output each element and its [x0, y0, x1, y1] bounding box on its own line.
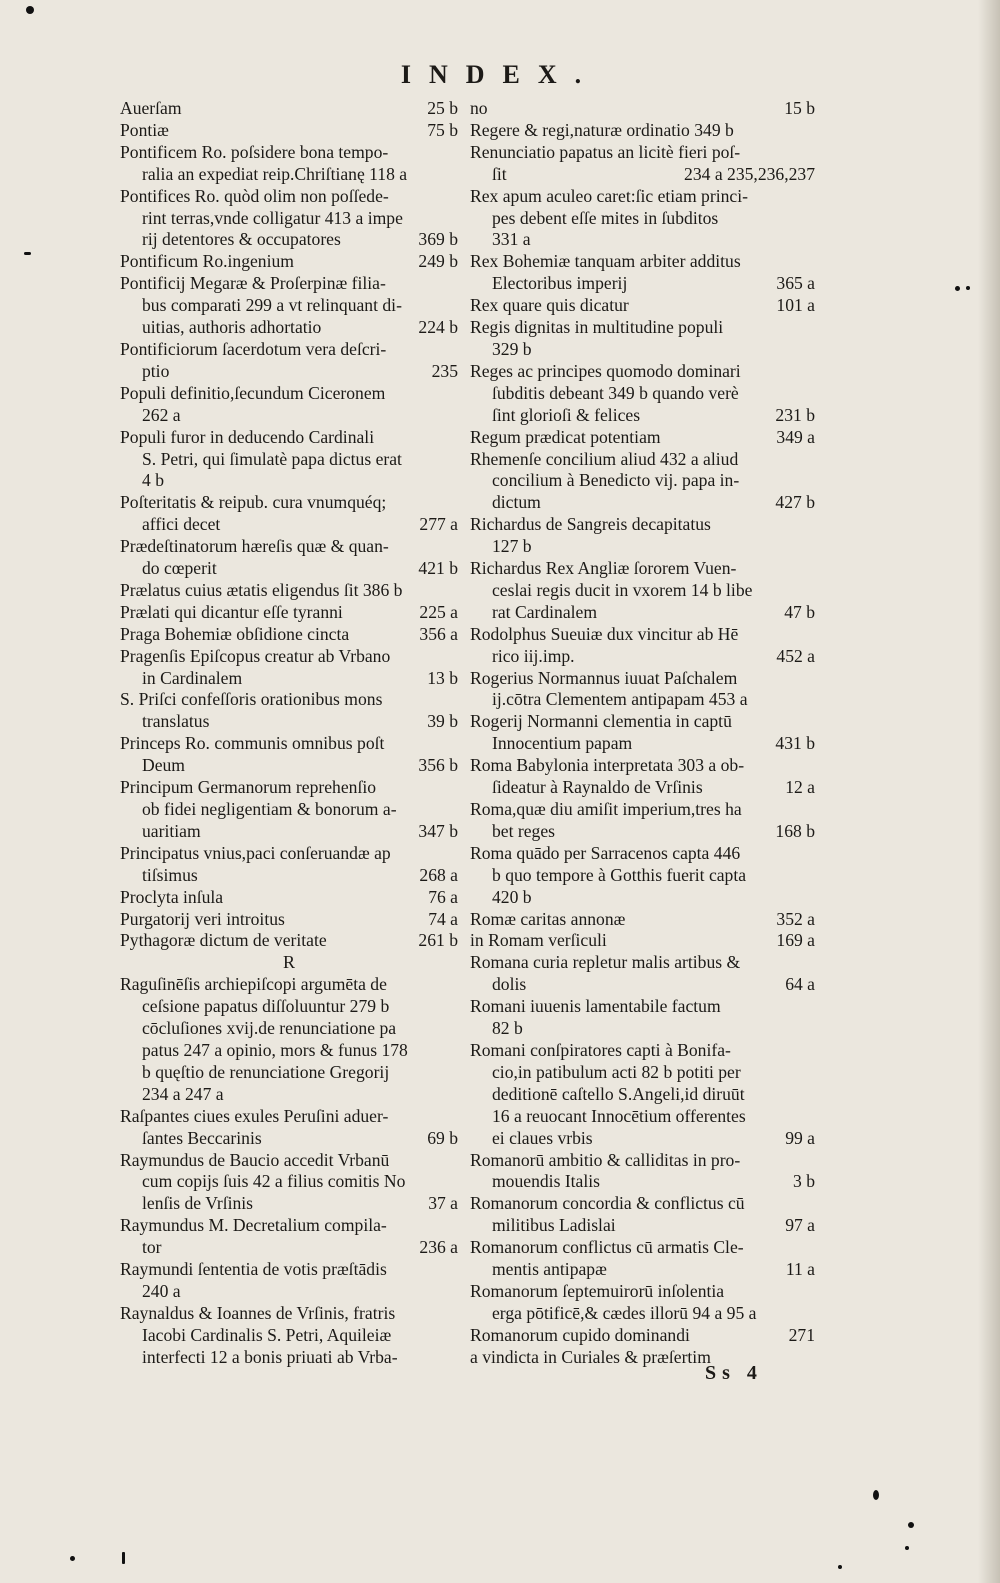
page-reference: 47 b	[784, 601, 815, 622]
entry-text: Pontificum Ro.ingenium	[120, 251, 294, 272]
ink-speck	[122, 1552, 125, 1564]
index-entry	[120, 536, 458, 580]
entry-continuation: uitias, authoris adhortatio	[142, 317, 322, 338]
entry-text: Renunciatio papatus an licitè fieri poſ-	[470, 141, 741, 162]
entry-continuation: cum copijs ſuis 42 a filius comitis No	[142, 1171, 406, 1192]
entry-continuation: Iacobi Cardinalis S. Petri, Aquileiæ	[142, 1324, 392, 1345]
index-entry	[120, 427, 458, 493]
entry-continuation: Electoribus imperij	[492, 273, 628, 294]
index-entry	[470, 755, 815, 799]
entry-text: Raymundi ſententia de votis præſtādis	[120, 1259, 387, 1280]
page-reference: 231 b	[775, 404, 815, 425]
index-entry	[470, 799, 815, 843]
ink-speck	[905, 1546, 909, 1550]
index-entry	[120, 1303, 458, 1369]
entry-line	[120, 711, 458, 733]
entry-line	[120, 887, 458, 909]
entry-text: Reges ac principes quomodo dominari	[470, 360, 741, 381]
entry-continuation: militibus Ladislai	[492, 1215, 616, 1236]
entry-text: Romanorum cupido dominandi	[470, 1324, 690, 1345]
entry-text: Auerſam	[120, 98, 182, 118]
page-reference: 431 b	[775, 733, 815, 754]
entry-line	[470, 405, 815, 427]
entry-line	[120, 909, 458, 931]
index-entry	[120, 251, 458, 273]
entry-continuation: ij.cōtra Clementem antipapam 453 a	[492, 689, 748, 710]
page-edge-shadow	[978, 0, 1000, 1583]
entry-text: Rogerius Normannus iuuat Paſchalem	[470, 667, 738, 688]
entry-text: Prædeſtinatorum hæreſis quæ & quan-	[120, 536, 389, 557]
ink-speck	[838, 1565, 842, 1569]
entry-line	[120, 624, 458, 646]
index-entry	[470, 98, 815, 120]
page-reference: 249 b	[418, 251, 458, 272]
page-reference: 271	[788, 1324, 815, 1345]
signature-mark: Ss 4	[705, 1362, 763, 1384]
entry-continuation: 234 a 247 a	[142, 1083, 224, 1104]
entry-line	[120, 120, 458, 142]
entry-continuation: mentis antipapæ	[492, 1259, 607, 1280]
index-entry	[120, 186, 458, 252]
page-reference: 168 b	[775, 820, 815, 841]
index-entry	[120, 777, 458, 843]
page-reference: 15 b	[784, 98, 815, 118]
entry-text: Romana curia repletur malis artibus &	[470, 952, 741, 973]
entry-continuation: ſideatur à Raynaldo de Vrſinis	[492, 777, 703, 798]
entry-text: Regis dignitas in multitudine populi	[470, 317, 724, 338]
entry-line	[120, 558, 458, 580]
entry-continuation: affici decet	[142, 514, 221, 535]
entry-line	[470, 777, 815, 799]
entry-text: Roma,quæ diu amiſit imperium,tres ha	[470, 799, 742, 819]
entry-text: Rhemenſe concilium aliud 432 a aliud	[470, 448, 739, 469]
entry-line	[470, 98, 815, 120]
index-entry	[120, 492, 458, 536]
index-entry	[470, 120, 815, 142]
index-entry	[470, 996, 815, 1040]
entry-text: Prælati qui dicantur eſſe tyranni	[120, 601, 343, 622]
entry-line	[120, 98, 458, 120]
entry-text: Raymundus M. Decretalium compila-	[120, 1215, 387, 1236]
entry-continuation: bus comparati 299 a vt relinquant di-	[142, 295, 402, 316]
entry-continuation: ſint glorioſi & felices	[492, 404, 641, 425]
entry-continuation: ſantes Beccarinis	[142, 1127, 262, 1148]
entry-continuation: ceslai regis ducit in vxorem 14 b libe	[492, 579, 753, 600]
index-entry	[470, 843, 815, 909]
page-reference: 225 a	[419, 601, 458, 622]
page-reference: 427 b	[775, 492, 815, 513]
page-reference: 69 b	[427, 1127, 458, 1148]
index-entry	[470, 251, 815, 295]
right-index-column	[470, 98, 815, 1369]
entry-line	[470, 974, 815, 996]
entry-text: Romæ caritas annonæ	[470, 908, 626, 929]
entry-line	[120, 668, 458, 690]
entry-text: Rogerij Normanni clementia in captū	[470, 711, 732, 732]
index-entry	[470, 1347, 815, 1369]
entry-continuation: dolis	[492, 974, 527, 995]
entry-line	[120, 1237, 458, 1259]
page-reference: 356 a	[419, 623, 458, 644]
entry-text: Princeps Ro. communis omnibus poſt	[120, 733, 385, 754]
index-entry	[470, 1281, 815, 1325]
page-reference: 277 a	[419, 514, 458, 535]
entry-text: no	[470, 98, 488, 118]
entry-continuation: Innocentium papam	[492, 733, 633, 754]
index-entry	[470, 361, 815, 427]
entry-text: Pythagoræ dictum de veritate	[120, 930, 327, 951]
entry-text: Romanorū ambitio & calliditas in pro-	[470, 1149, 741, 1170]
index-entry	[120, 624, 458, 646]
entry-text: Romanorum conflictus cū armatis Cle-	[470, 1237, 744, 1258]
entry-text: Pontifices Ro. quòd olim non poſſede-	[120, 185, 389, 206]
entry-text: Principum Germanorum reprehenſio	[120, 777, 377, 798]
entry-text: Raymundus de Baucio accedit Vrbanū	[120, 1149, 390, 1170]
entry-continuation: lenſis de Vrſinis	[142, 1193, 254, 1214]
entry-line	[470, 492, 815, 514]
entry-continuation: rint terras,vnde colligatur 413 a impe	[142, 207, 403, 228]
page-reference: 369 b	[418, 229, 458, 250]
page-reference: 75 b	[427, 119, 458, 140]
entry-text: Poſteritatis & reipub. cura vnumquéq;	[120, 492, 387, 513]
section-letter: R	[282, 952, 295, 973]
page-reference: 3 b	[793, 1171, 815, 1192]
entry-line	[470, 427, 815, 449]
index-entry	[120, 646, 458, 690]
entry-text: Regum prædicat potentiam	[470, 426, 661, 447]
entry-line	[120, 755, 458, 777]
page-reference: 261 b	[418, 930, 458, 951]
entry-continuation: interfecti 12 a bonis priuati ab Vrba-	[142, 1346, 398, 1367]
entry-line	[120, 229, 458, 251]
entry-continuation: 331 a	[492, 229, 531, 250]
index-entry	[120, 142, 458, 186]
entry-continuation: Deum	[142, 755, 185, 776]
index-entry	[120, 909, 458, 931]
index-entry	[120, 1215, 458, 1259]
entry-text: Richardus de Sangreis decapitatus	[470, 514, 711, 535]
page-reference: 421 b	[418, 558, 458, 579]
index-entry	[470, 930, 815, 952]
page-reference: 365 a	[776, 273, 815, 294]
index-entry	[120, 1150, 458, 1216]
entry-continuation: concilium à Benedicto vij. papa in-	[492, 470, 740, 491]
page-reference: 12 a	[785, 777, 815, 798]
entry-text: Praga Bohemiæ obſidione cincta	[120, 623, 350, 644]
entry-continuation: 16 a reuocant Innocētium offerentes	[492, 1105, 746, 1126]
entry-text: Raſpantes ciues exules Peruſini aduer-	[120, 1105, 389, 1126]
entry-text: Pontificem Ro. poſsidere bona tempo-	[120, 141, 389, 162]
entry-text: Rex apum aculeo caret:ſic etiam princi-	[470, 185, 748, 206]
index-entry	[470, 909, 815, 931]
ink-speck	[873, 1490, 879, 1500]
page-reference: 234 a 235,236,237	[684, 163, 815, 184]
entry-continuation: 82 b	[492, 1018, 523, 1039]
entry-continuation: in Cardinalem	[142, 667, 243, 688]
index-entry	[470, 624, 815, 668]
index-entry	[120, 98, 458, 120]
entry-continuation: pes debent eſſe mites in ſubditos	[492, 207, 719, 228]
entry-text: Rex quare quis dicatur	[470, 295, 629, 316]
entry-continuation: uaritiam	[142, 820, 201, 841]
index-entry	[470, 186, 815, 252]
entry-continuation: patus 247 a opinio, mors & funus 178	[142, 1039, 408, 1060]
page-reference: 99 a	[785, 1127, 815, 1148]
entry-line	[470, 909, 815, 931]
index-entry	[470, 427, 815, 449]
entry-continuation: 240 a	[142, 1280, 181, 1301]
entry-line	[470, 821, 815, 843]
page-reference: 13 b	[427, 667, 458, 688]
entry-line	[120, 251, 458, 273]
index-entry	[120, 1259, 458, 1303]
entry-text: Regere & regi,naturæ ordinatio 349 b	[470, 119, 734, 140]
entry-text: Richardus Rex Angliæ ſororem Vuen-	[470, 558, 737, 579]
page-reference: 74 a	[428, 908, 458, 929]
page-reference: 352 a	[776, 908, 815, 929]
entry-line	[120, 514, 458, 536]
entry-line	[120, 1193, 458, 1215]
entry-continuation: tor	[142, 1237, 162, 1258]
entry-continuation: rico iij.imp.	[492, 645, 575, 666]
entry-text: Raynaldus & Ioannes de Vrſinis, fratris	[120, 1302, 396, 1323]
entry-continuation: tiſsimus	[142, 864, 198, 885]
entry-continuation: rij detentores & occupatores	[142, 229, 341, 250]
entry-text: in Romam verſiculi	[470, 930, 607, 951]
entry-continuation: 127 b	[492, 536, 532, 557]
entry-continuation: deditionē caſtello S.Angeli,id diruūt	[492, 1083, 745, 1104]
index-entry	[120, 887, 458, 909]
ink-speck	[26, 6, 34, 14]
page-reference: 224 b	[418, 317, 458, 338]
page-reference: 268 a	[419, 864, 458, 885]
entry-line	[120, 361, 458, 383]
page-reference: 169 a	[776, 930, 815, 951]
page-reference: 97 a	[785, 1215, 815, 1236]
entry-line	[470, 1215, 815, 1237]
entry-continuation: ralia an expediat reip.Chriſtianę 118 a	[142, 163, 408, 184]
entry-continuation: S. Petri, qui ſimulatè papa dictus erat	[142, 448, 402, 469]
entry-text: Rex Bohemiæ tanquam arbiter additus	[470, 251, 741, 272]
entry-text: Populi furor in deducendo Cardinali	[120, 426, 375, 447]
entry-line	[470, 1128, 815, 1150]
index-entry	[470, 1237, 815, 1281]
entry-text: Raguſinēſis archiepiſcopi argumēta de	[120, 974, 387, 995]
entry-text: S. Priſci confeſſoris orationibus mons	[120, 689, 383, 710]
ink-speck	[966, 286, 970, 290]
entry-continuation: ſit	[492, 163, 507, 184]
entry-text: Romanorum concordia & conflictus cū	[470, 1193, 745, 1214]
index-entry	[120, 689, 458, 733]
index-entry	[470, 1193, 815, 1237]
index-entry	[470, 514, 815, 558]
index-entry	[120, 602, 458, 624]
entry-text: Pontificij Megaræ & Proſerpinæ filia-	[120, 273, 386, 294]
entry-line	[120, 1128, 458, 1150]
index-entry	[120, 273, 458, 339]
entry-continuation: ſubditis debeant 349 b quando verè	[492, 382, 739, 403]
entry-line	[470, 295, 815, 317]
entry-continuation: 329 b	[492, 338, 532, 359]
entry-text: Proclyta inſula	[120, 886, 224, 907]
entry-line	[120, 317, 458, 339]
index-entry	[470, 142, 815, 186]
page-header: INDEX.	[400, 60, 600, 89]
index-entry	[120, 733, 458, 777]
entry-continuation: bet reges	[492, 820, 556, 841]
entry-line	[120, 602, 458, 624]
index-entry	[470, 295, 815, 317]
entry-line	[470, 602, 815, 624]
entry-line	[470, 930, 815, 952]
entry-line	[120, 821, 458, 843]
page-reference: 101 a	[776, 295, 815, 316]
index-entry	[120, 339, 458, 383]
index-entry	[470, 1325, 815, 1347]
entry-line	[470, 273, 815, 295]
page-reference: 76 a	[428, 886, 458, 907]
entry-continuation: rat Cardinalem	[492, 601, 598, 622]
page-reference: 347 b	[418, 820, 458, 841]
entry-continuation: erga pōtificē,& cædes illorū 94 a 95 a	[492, 1302, 757, 1323]
entry-text: Purgatorij veri introitus	[120, 908, 285, 929]
entry-continuation: 420 b	[492, 886, 532, 907]
left-index-column	[120, 98, 458, 1369]
page-reference: 349 a	[776, 426, 815, 447]
entry-line	[470, 164, 815, 186]
index-entry	[470, 668, 815, 712]
entry-continuation: cōcluſiones xvij.de renunciatione pa	[142, 1018, 397, 1039]
index-entry	[120, 974, 458, 1105]
entry-line	[470, 646, 815, 668]
page-reference: 39 b	[427, 711, 458, 732]
entry-text: Romanorum ſeptemuirorū inſolentia	[470, 1280, 725, 1301]
entry-continuation: do cœperit	[142, 558, 217, 579]
entry-line	[470, 733, 815, 755]
index-entry	[470, 711, 815, 755]
entry-continuation: b quo tempore à Gotthis fuerit capta	[492, 864, 747, 885]
entry-line	[120, 930, 458, 952]
ink-speck	[908, 1522, 914, 1528]
index-entry	[120, 120, 458, 142]
entry-continuation: 262 a	[142, 404, 181, 425]
ink-speck	[955, 286, 960, 291]
index-entry	[120, 383, 458, 427]
entry-text: Pontificiorum ſacerdotum vera deſcri-	[120, 338, 387, 359]
index-entry	[470, 449, 815, 515]
entry-line	[470, 1171, 815, 1193]
ink-speck	[24, 252, 31, 255]
entry-continuation: ob fidei negligentiam & bonorum a-	[142, 799, 397, 819]
index-entry	[470, 1040, 815, 1150]
entry-text: Pragenſis Epiſcopus creatur ab Vrbano	[120, 645, 391, 666]
index-entry	[470, 1150, 815, 1194]
entry-text: Romani iuuenis lamentabile factum	[470, 996, 721, 1017]
entry-continuation: ei claues vrbis	[492, 1127, 593, 1148]
entry-continuation: dictum	[492, 492, 541, 513]
entry-text: Principatus vnius,paci conſeruandæ ap	[120, 842, 391, 863]
entry-continuation: 4 b	[142, 470, 164, 491]
entry-text: Populi definitio,ſecundum Ciceronem	[120, 382, 386, 403]
entry-text: Roma Babylonia interpretata 303 a ob-	[470, 755, 745, 776]
entry-continuation: ptio	[142, 360, 170, 381]
entry-continuation: mouendis Italis	[492, 1171, 600, 1192]
index-entry	[470, 317, 815, 361]
index-entry	[120, 1106, 458, 1150]
index-entry	[120, 843, 458, 887]
page-reference: 235	[431, 360, 458, 381]
index-entry	[470, 558, 815, 624]
index-entry	[120, 930, 458, 952]
entry-continuation: translatus	[142, 711, 210, 732]
entry-text: Romani conſpiratores capti à Bonifa-	[470, 1039, 731, 1060]
entry-continuation: cio,in patibulum acti 82 b potiti per	[492, 1061, 741, 1082]
ink-speck	[70, 1556, 75, 1561]
entry-text: Prælatus cuius ætatis eligendus ſit 386 b	[120, 579, 403, 600]
entry-line	[470, 1325, 815, 1347]
page-reference: 356 b	[418, 755, 458, 776]
index-entry	[120, 580, 458, 602]
entry-line	[470, 1259, 815, 1281]
page-reference: 452 a	[776, 645, 815, 666]
entry-text: a vindicta in Curiales & præſertim	[470, 1346, 711, 1367]
page-reference: 25 b	[427, 98, 458, 118]
index-entry	[470, 952, 815, 996]
page-reference: 64 a	[785, 974, 815, 995]
page-reference: 11 a	[785, 1259, 815, 1280]
entry-line	[120, 865, 458, 887]
entry-text: Pontiæ	[120, 119, 169, 140]
page-reference: 37 a	[428, 1193, 458, 1214]
entry-continuation: b quęſtio de renunciatione Gregorij	[142, 1061, 390, 1082]
entry-text: Roma quādo per Sarracenos capta 446	[470, 842, 741, 863]
page-reference: 236 a	[419, 1237, 458, 1258]
entry-text: Rodolphus Sueuiæ dux vincitur ab Hē	[470, 623, 739, 644]
entry-continuation: ceſsione papatus diſſoluuntur 279 b	[142, 996, 390, 1017]
